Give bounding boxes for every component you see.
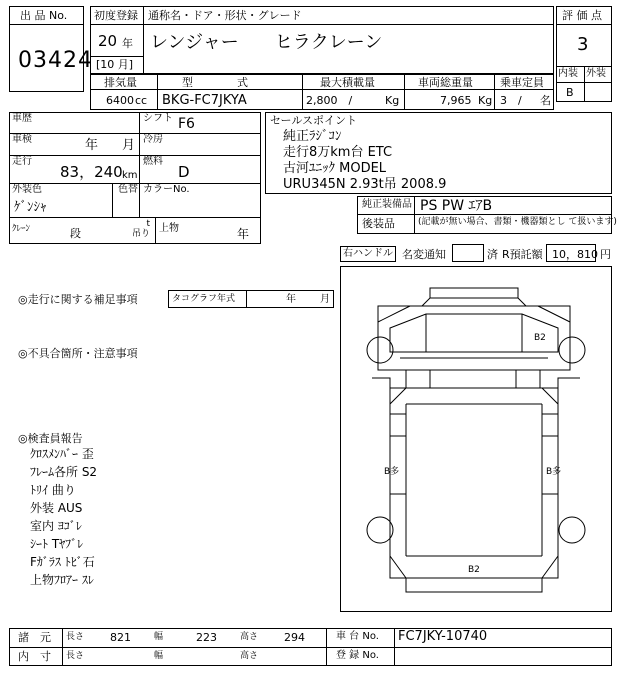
inspector-line: 室内 ﾖｺﾞﾚ (30, 519, 82, 533)
diagram-mark: B2 (534, 333, 546, 343)
crane-label: ｸﾚｰﾝ (12, 224, 31, 234)
displacement-unit: cc (135, 94, 148, 107)
color-value: ｹﾞﾝｼｬ (14, 200, 47, 215)
inspector-line: 外装 AUS (30, 501, 83, 515)
capacity-value: 3 / (500, 94, 522, 107)
max-load-unit: Kg (385, 94, 400, 107)
chassis-label: 車 台 No. (336, 631, 379, 642)
diagram-mark: B多 (546, 467, 562, 477)
first-reg-label: 初度登録 (94, 9, 138, 22)
height-label: 高さ (240, 632, 259, 642)
inspector-report-label: ◎検査員報告 (18, 432, 83, 445)
inspection-month: 月 (122, 138, 136, 153)
crane-stage: 段 (70, 227, 81, 240)
color-no-label: カラーNo. (143, 184, 190, 195)
recycle-prefix: 済 (487, 248, 498, 261)
recycle-value: 10，810 (552, 248, 598, 261)
inspector-line: 上物ﾌﾛｱｰ ｽﾚ (30, 573, 94, 587)
sales-point-line: URU345N 2.93t吊 2008.9 (283, 177, 447, 192)
width-label: 幅 (154, 651, 164, 661)
length-label: 長さ (66, 651, 85, 661)
crane-tonnage: t 吊り (132, 219, 151, 239)
gross-weight-value: 7,965 (440, 94, 472, 107)
name-change-label: 名変通知 (402, 248, 446, 261)
capacity-label: 乗車定員 (500, 76, 544, 89)
chassis-value: FC7JKY-10740 (398, 629, 488, 644)
interior-dims-label: 内 寸 (18, 650, 51, 663)
car-name: レンジャー ヒラクレーン (150, 32, 383, 53)
interior-grade-label: 内装 (558, 68, 578, 79)
gross-weight-label: 車両総重量 (418, 76, 473, 89)
inspector-line: ﾌﾚｰﾑ各所 S2 (30, 465, 98, 479)
interior-grade: B (566, 86, 574, 99)
height-value: 294 (284, 631, 305, 644)
mileage-value: 83，240 (60, 163, 123, 181)
color-change-label: 色替 (118, 184, 138, 195)
inspector-line: Fｶﾞﾗｽ ﾄﾋﾞ石 (30, 555, 95, 569)
inspector-line: ｸﾛｽﾒﾝﾊﾞｰ 歪 (30, 447, 94, 461)
car-name-label: 通称名・ドア・形状・グレード (148, 9, 302, 22)
inspector-line: ｼｰﾄ Tﾔﾌﾞﾚ (30, 537, 84, 551)
sales-points-label: セールスポイント (270, 114, 358, 127)
shift-value: F6 (178, 116, 195, 132)
aftermarket-note: (記載が無い場合、書類・機器類とし て扱います) (418, 217, 617, 227)
reg-year: 20 (98, 32, 118, 50)
sales-point-line: 古河ﾕﾆｯｸ MODEL (283, 161, 387, 176)
aircon-label: 冷房 (143, 134, 163, 145)
exterior-grade-label: 外装 (586, 68, 606, 79)
lot-label: 出 品 No. (20, 9, 68, 22)
color-label: 外装色 (12, 184, 42, 195)
length-value: 821 (110, 631, 131, 644)
sales-point-line: 純正ﾗｼﾞｺﾝ (283, 129, 342, 144)
fuel-label: 燃料 (143, 156, 163, 167)
reg-month: [10 月] (96, 58, 134, 71)
equipment-label: 純正装備品 (362, 199, 412, 210)
diagram-mark: B多 (384, 467, 400, 477)
gross-weight-unit: Kg (478, 94, 493, 107)
history-label: 車歴 (12, 113, 32, 124)
dims-label: 諸 元 (18, 631, 51, 644)
tacho-month: 月 (320, 294, 330, 305)
capacity-unit: 名 (540, 94, 551, 107)
max-load-value: 2,800 / (306, 94, 353, 107)
reg-year-unit: 年 (122, 37, 133, 50)
length-label: 長さ (66, 632, 85, 642)
name-change-box (452, 244, 484, 262)
fuel-value: D (178, 163, 190, 181)
width-label: 幅 (154, 632, 164, 642)
mileage-label: 走行 (12, 156, 32, 167)
defects-label: ◎不具合箇所・注意事項 (18, 347, 138, 360)
steering-label: 右ハンドル (343, 248, 393, 259)
shift-label: シフト (143, 113, 173, 124)
inspector-line: ﾄﾘｲ 曲り (30, 483, 76, 497)
mileage-unit: km (122, 170, 138, 181)
lot-number: 03424 (18, 48, 93, 73)
height-label: 高さ (240, 651, 259, 661)
recycle-unit: 円 (600, 248, 611, 261)
displacement-label: 排気量 (104, 76, 137, 89)
sales-point-line: 走行8万km台 ETC (283, 145, 393, 160)
driving-notes-label: ◎走行に関する補足事項 (18, 293, 138, 306)
displacement-value: 6400 (106, 94, 134, 107)
upper-label: 上物 (159, 223, 179, 234)
tacho-year: 年 (286, 294, 296, 305)
grade-score: 3 (577, 34, 589, 55)
truck-diagram (340, 266, 612, 612)
recycle-label: R預託額 (502, 248, 543, 261)
max-load-label: 最大積載量 (320, 76, 375, 89)
grade-label: 評 価 点 (562, 9, 602, 22)
equipment-value: PS PW ｴｱB (420, 198, 493, 214)
reg-no-label: 登 録 No. (336, 650, 379, 661)
inspection-label: 車検 (12, 134, 32, 145)
upper-year: 年 (237, 227, 250, 241)
inspection-year: 年 (85, 138, 99, 153)
model-label: 型 式 (182, 76, 248, 89)
width-value: 223 (196, 631, 217, 644)
diagram-mark: B2 (468, 565, 480, 575)
tacho-label: タコグラフ年式 (172, 294, 236, 304)
model-value: BKG-FC7JKYA (162, 93, 247, 108)
aftermarket-label: 後装品 (362, 217, 395, 230)
